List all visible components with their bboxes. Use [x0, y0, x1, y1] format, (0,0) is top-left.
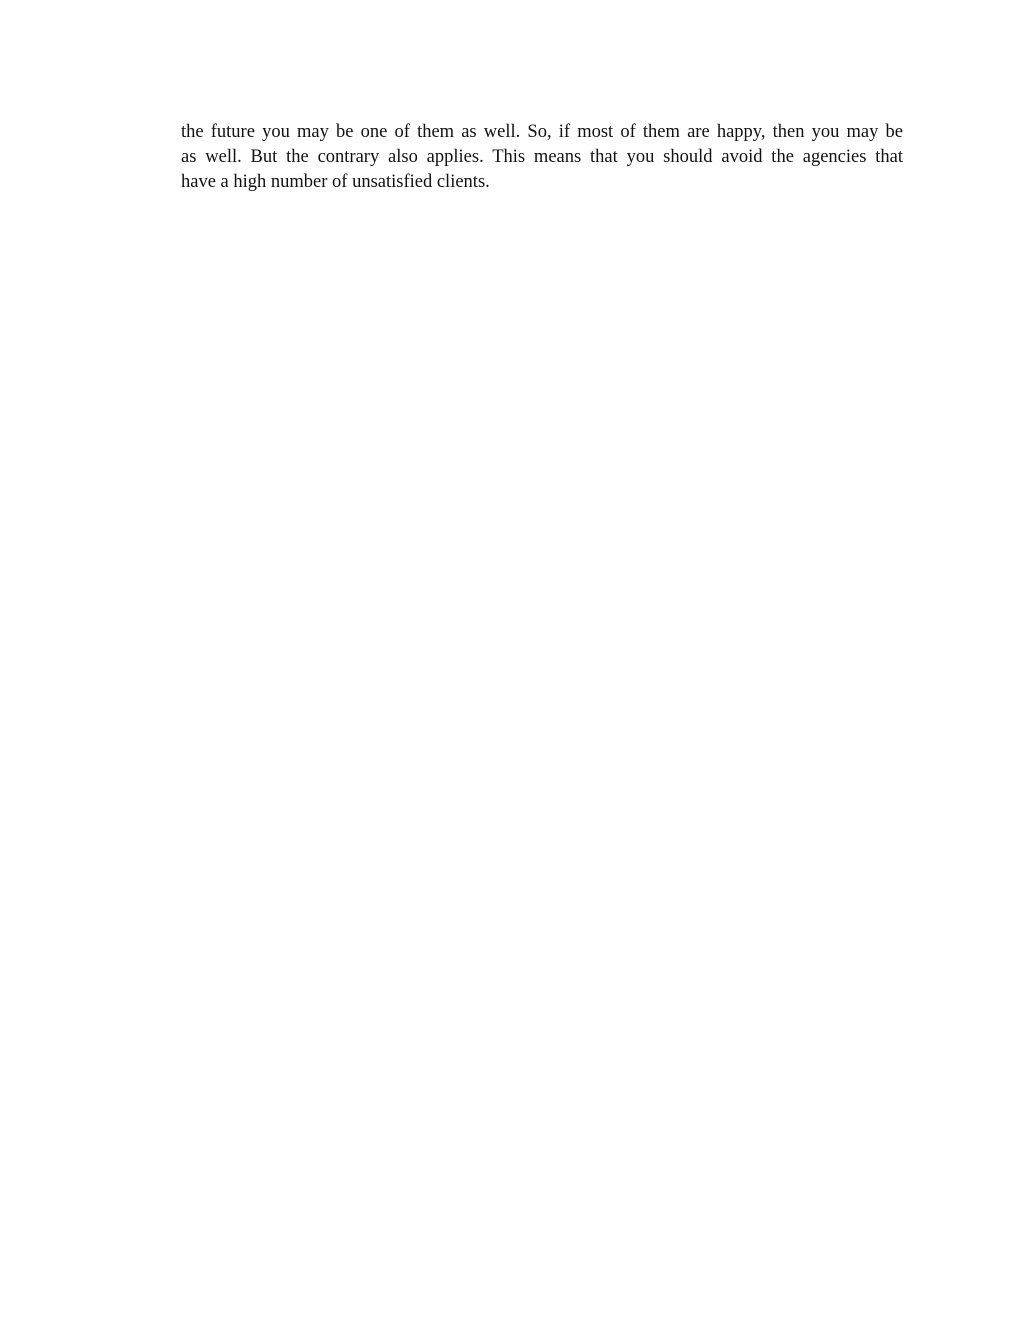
paragraph-line: as well. But the contrary also applies. This means that you should avoid the agencies that: [181, 147, 903, 167]
paragraph-line: have a high number of unsatisfied clients.: [181, 172, 490, 192]
paragraph-line: the future you may be one of them as well. So, if most of them are happy, then you may be: [181, 122, 903, 142]
body-paragraph: [181, 120, 903, 195]
